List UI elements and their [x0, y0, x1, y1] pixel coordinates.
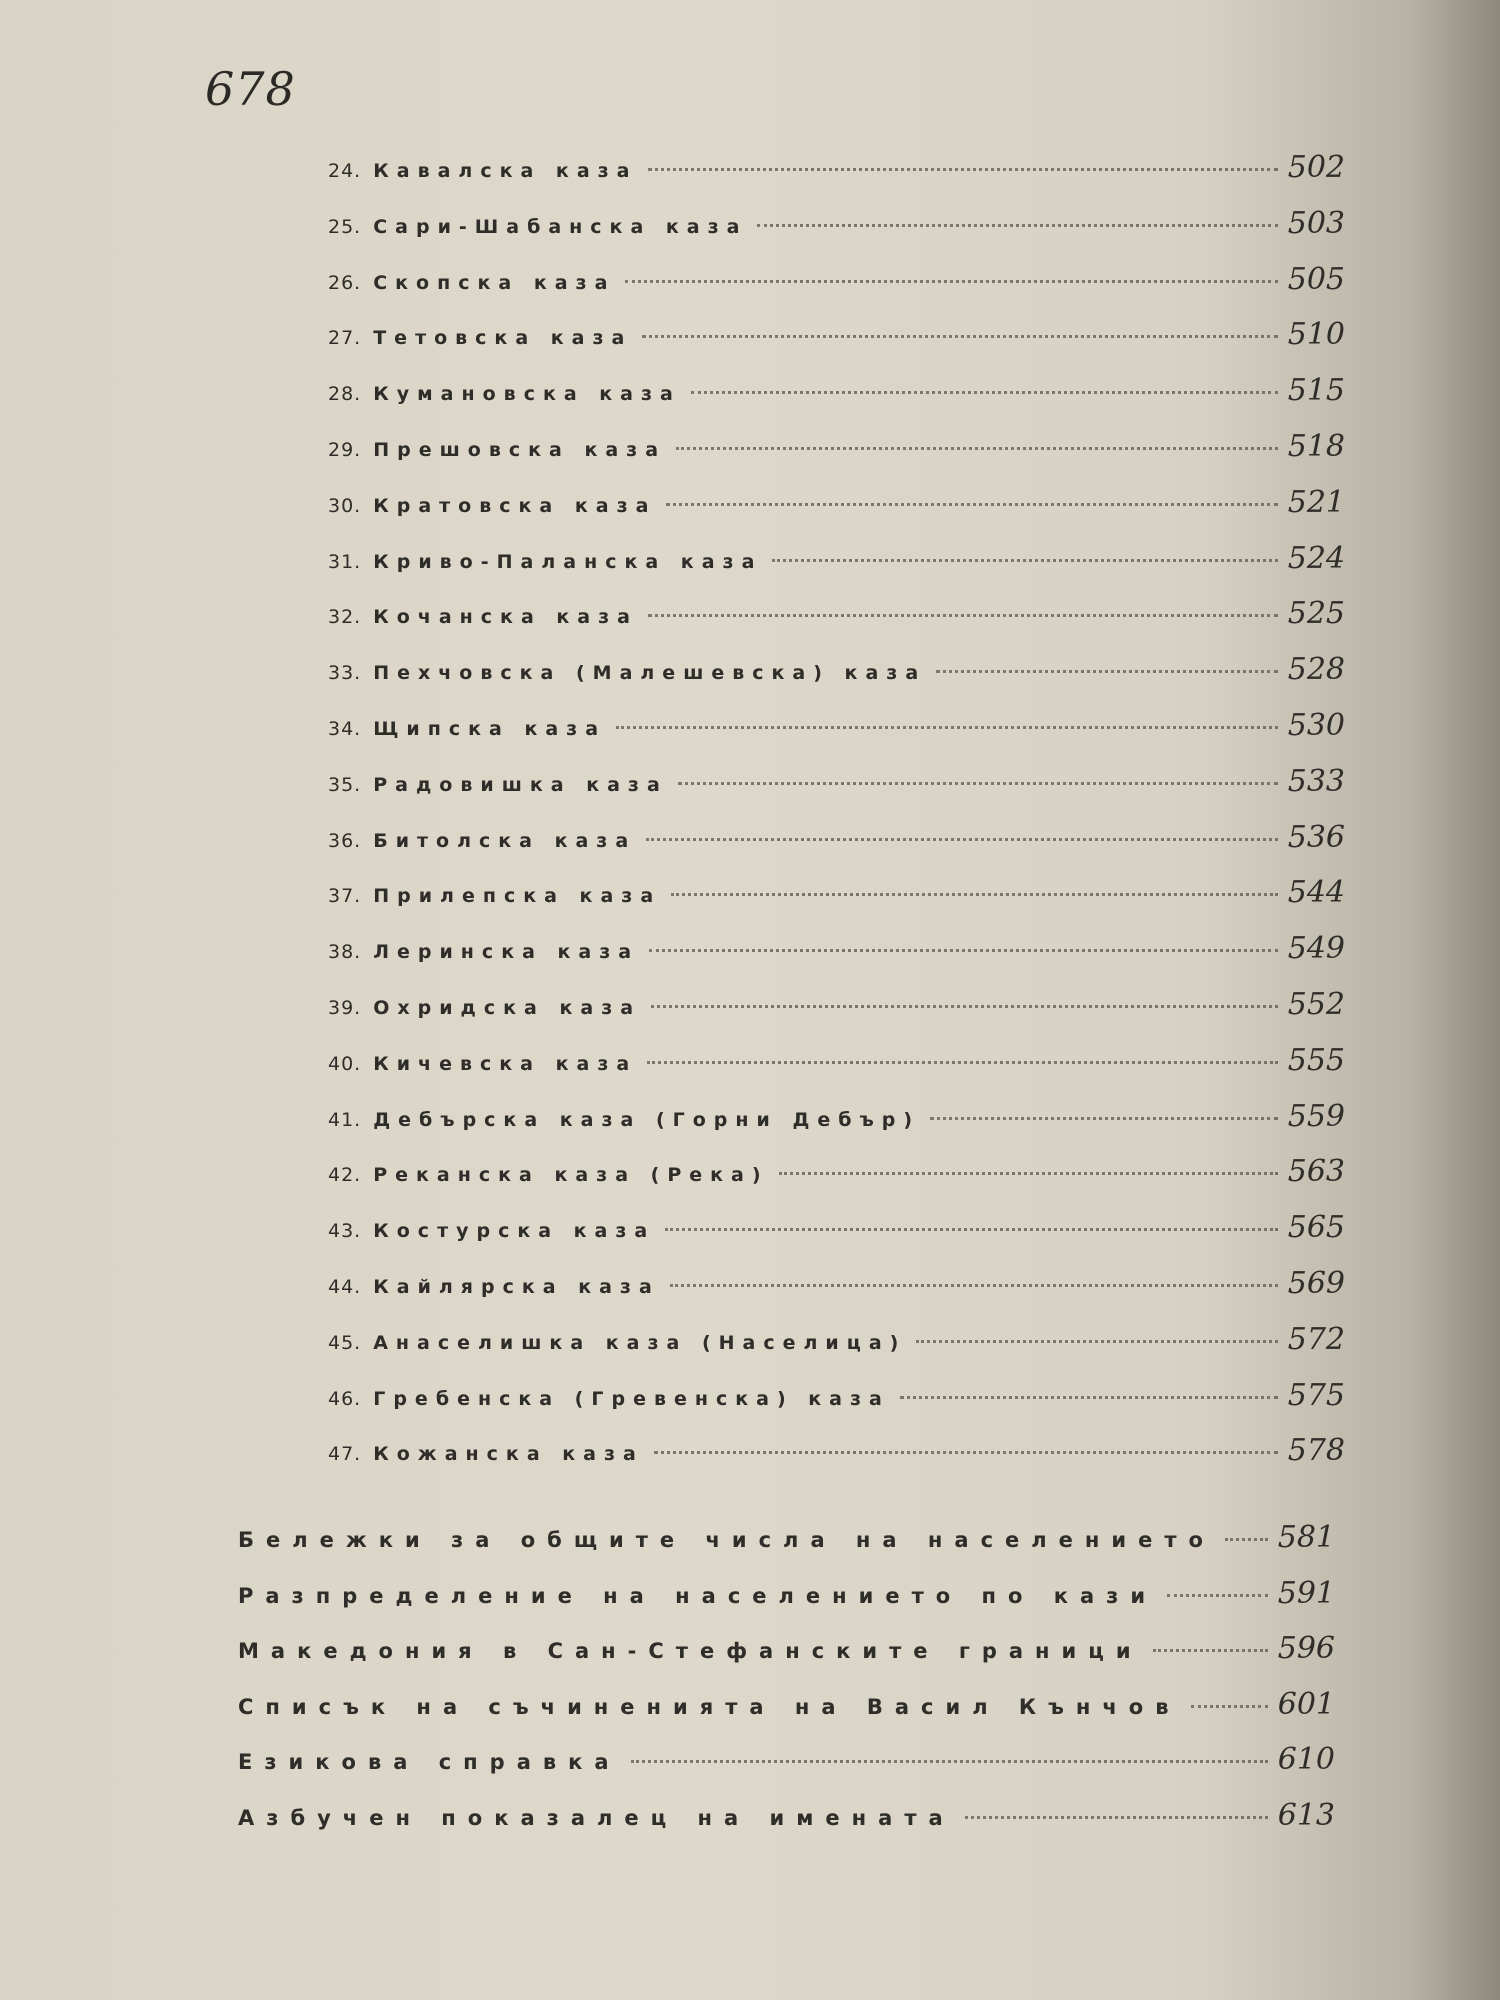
toc-entry-label: Тетовска каза — [373, 327, 633, 350]
toc-section-label: Разпределение на населението по кази — [238, 1583, 1158, 1608]
toc-section-page: 591 — [1277, 1575, 1335, 1611]
toc-entry — [328, 652, 1345, 687]
toc-entry-page: 503 — [1287, 205, 1345, 241]
dot-leader — [666, 503, 1277, 506]
toc-entry-number: 43. — [328, 1220, 362, 1243]
dot-leader — [1225, 1538, 1268, 1541]
dot-leader — [646, 838, 1278, 841]
dot-leader — [757, 224, 1277, 227]
toc-entry-number: 38. — [328, 941, 362, 964]
dot-leader — [1191, 1705, 1268, 1708]
toc-entry-label: Сари-Шабанска каза — [373, 215, 748, 238]
toc-entry-page: 533 — [1287, 763, 1345, 799]
dot-leader — [648, 168, 1278, 171]
toc-entry — [328, 1099, 1345, 1134]
toc-entry-label: Кавалска каза — [373, 160, 638, 182]
toc-entry-page: 559 — [1287, 1098, 1345, 1134]
toc-entry-label: Дебърска каза (Горни Дебър) — [373, 1108, 921, 1131]
toc-entry — [328, 987, 1345, 1022]
dot-leader — [1167, 1594, 1268, 1597]
toc-entry — [328, 150, 1345, 185]
toc-section-label: Македония в Сан-Стефанските граници — [238, 1639, 1143, 1663]
dot-leader — [631, 1760, 1268, 1763]
toc-entry-number: 27. — [328, 327, 362, 350]
toc-entry-label: Кайлярска каза — [373, 1276, 660, 1298]
toc-entry-page: 510 — [1287, 317, 1345, 353]
dot-leader — [1153, 1649, 1268, 1652]
dot-leader — [678, 782, 1278, 785]
toc-entry — [328, 206, 1345, 241]
dot-leader — [779, 1172, 1278, 1175]
toc-entry-page: 555 — [1287, 1042, 1345, 1078]
toc-entry-page: 549 — [1287, 931, 1345, 967]
toc-section-page: 613 — [1277, 1797, 1335, 1833]
dot-leader — [936, 670, 1278, 673]
toc-entry-number: 37. — [328, 885, 362, 908]
toc-entry-number: 30. — [328, 494, 362, 517]
toc-entry-label: Гребенска (Гревенска) каза — [373, 1387, 890, 1410]
toc-section — [238, 1576, 1335, 1611]
toc-entry-number: 32. — [328, 606, 362, 629]
toc-entry-label: Кожанска каза — [373, 1443, 644, 1466]
toc-entry-page: 524 — [1287, 540, 1345, 576]
dot-leader — [676, 447, 1278, 450]
dot-leader — [691, 391, 1278, 394]
toc-section-page: 610 — [1277, 1742, 1335, 1777]
toc-entry-number: 33. — [328, 662, 362, 685]
toc-section-label: Азбучен показалец на имената — [238, 1805, 955, 1830]
toc-entry-label: Костурска каза — [373, 1220, 656, 1243]
toc-entry-number: 41. — [328, 1108, 362, 1131]
dot-leader — [930, 1117, 1278, 1120]
toc-entry-label: Кратовска каза — [373, 494, 657, 517]
page-number: 678 — [205, 62, 296, 116]
toc-entry-number: 35. — [328, 773, 362, 796]
toc-entry-label: Криво-Паланска каза — [373, 550, 763, 573]
toc-entry-label: Пехчовска (Малешевска) каза — [373, 662, 927, 685]
toc-entry-page: 565 — [1287, 1210, 1345, 1246]
toc-entry-page: 505 — [1287, 261, 1345, 297]
toc-section — [238, 1742, 1335, 1777]
toc-entry-label: Леринска каза — [373, 941, 640, 964]
toc-entry-page: 515 — [1287, 373, 1345, 409]
toc-entry-page: 578 — [1287, 1433, 1345, 1469]
toc-entry — [328, 596, 1345, 631]
toc-entry-page: 518 — [1287, 429, 1345, 464]
toc-entry-number: 31. — [328, 550, 362, 573]
toc-section — [238, 1687, 1335, 1722]
toc-entry — [328, 764, 1345, 799]
toc-entry-number: 45. — [328, 1331, 362, 1354]
dot-leader — [900, 1396, 1278, 1399]
toc-entry-label: Битолска каза — [373, 829, 637, 852]
dot-leader — [916, 1340, 1277, 1343]
toc-entry-number: 46. — [328, 1387, 362, 1410]
toc-entry-page: 575 — [1287, 1377, 1345, 1413]
toc-entry — [328, 485, 1345, 520]
dot-leader — [649, 949, 1278, 952]
dot-leader — [965, 1816, 1268, 1819]
dot-leader — [671, 893, 1278, 896]
toc-entry-page: 521 — [1287, 484, 1345, 520]
toc-entry-number: 36. — [328, 829, 362, 852]
toc-entry — [328, 1043, 1345, 1078]
toc-entry-label: Кумановска каза — [373, 383, 681, 406]
toc-entry-label: Реканска каза (Река) — [373, 1164, 769, 1187]
dot-leader — [647, 1061, 1278, 1064]
toc-entry-number: 24. — [328, 160, 362, 182]
toc-section-page: 601 — [1277, 1686, 1335, 1722]
toc-entry — [328, 708, 1345, 743]
toc-entry-number: 28. — [328, 383, 362, 406]
toc-entry — [328, 429, 1345, 464]
dot-leader — [616, 726, 1278, 729]
toc-entry-number: 47. — [328, 1443, 362, 1466]
toc-entry-number: 26. — [328, 271, 362, 294]
toc-entry-number: 42. — [328, 1164, 362, 1187]
toc-entry-page: 569 — [1287, 1266, 1345, 1301]
toc-entry-page: 544 — [1287, 875, 1345, 911]
toc-entry-page: 502 — [1287, 150, 1345, 185]
toc-entry — [328, 1266, 1345, 1301]
toc-entry-label: Прешовска каза — [373, 439, 667, 461]
toc-section-label: Бележки за общите числа на населението — [238, 1528, 1215, 1552]
toc-entry-page: 530 — [1287, 708, 1345, 743]
dot-leader — [625, 280, 1277, 283]
toc-entry-label: Радовишка каза — [373, 773, 668, 796]
dot-leader — [642, 335, 1277, 338]
toc-section — [238, 1798, 1335, 1833]
toc-section-page: 581 — [1277, 1520, 1335, 1555]
toc-entry-label: Скопска каза — [373, 271, 616, 294]
toc-entry-number: 29. — [328, 439, 362, 461]
toc-entry — [328, 931, 1345, 966]
toc-entry-label: Охридска каза — [373, 997, 642, 1019]
toc-entry-page: 525 — [1287, 596, 1345, 632]
dot-leader — [651, 1005, 1278, 1008]
toc-section-label: Списък на съчиненията на Васил Кънчов — [238, 1694, 1181, 1719]
toc-section-page: 596 — [1277, 1631, 1335, 1666]
dot-leader — [670, 1284, 1278, 1287]
dot-leader — [654, 1451, 1278, 1454]
dot-leader — [665, 1228, 1277, 1231]
toc-entry-label: Кичевска каза — [373, 1052, 638, 1075]
toc-entry-page: 572 — [1287, 1321, 1345, 1357]
dot-leader — [648, 614, 1278, 617]
toc-entry — [328, 1322, 1345, 1357]
toc-entry-page: 552 — [1287, 987, 1345, 1022]
toc-entry-label: Прилепска каза — [373, 885, 662, 908]
toc-entry — [328, 1210, 1345, 1245]
toc-entry-label: Кочанска каза — [373, 606, 638, 629]
toc-entry — [328, 541, 1345, 576]
toc-section — [238, 1520, 1335, 1555]
toc-entry-number: 44. — [328, 1276, 362, 1298]
toc-entry — [328, 373, 1345, 408]
toc-section — [238, 1631, 1335, 1666]
toc-entry-number: 25. — [328, 215, 362, 238]
toc-entry-page: 563 — [1287, 1154, 1345, 1190]
toc-entry — [328, 820, 1345, 855]
toc-entry — [328, 1154, 1345, 1189]
toc-entry-label: Щипска каза — [373, 718, 607, 740]
toc-entry — [328, 1433, 1345, 1468]
toc-section-label: Езикова справка — [238, 1750, 621, 1774]
toc-entry — [328, 317, 1345, 352]
dot-leader — [772, 559, 1277, 562]
toc-entry-number: 40. — [328, 1052, 362, 1075]
toc-entry-page: 536 — [1287, 819, 1345, 855]
toc-entry-label: Анаселишка каза (Населица) — [373, 1331, 907, 1354]
toc-entry — [328, 875, 1345, 910]
toc-entry-number: 39. — [328, 997, 362, 1019]
toc-entry-number: 34. — [328, 718, 362, 740]
toc-entry-page: 528 — [1287, 652, 1345, 688]
toc-entry — [328, 262, 1345, 297]
toc-entry — [328, 1378, 1345, 1413]
